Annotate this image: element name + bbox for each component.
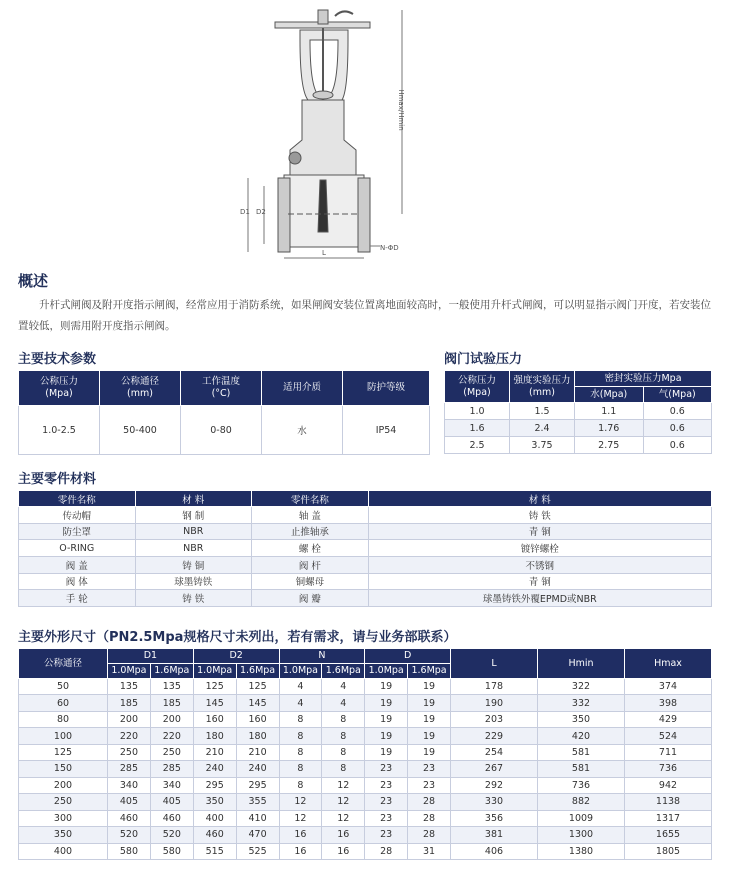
cell: 1009 xyxy=(538,810,625,826)
th-pressure: 公称压力 (Mpa) xyxy=(19,371,100,406)
cell: 240 xyxy=(193,761,236,777)
table-row xyxy=(445,437,712,454)
cell: 1.1 xyxy=(575,403,644,420)
cell: 手 轮 xyxy=(19,590,136,607)
cell: 1380 xyxy=(538,843,625,859)
cell: 钢 制 xyxy=(135,507,252,524)
cell: 125 xyxy=(193,679,236,695)
table-row xyxy=(19,523,712,540)
cell: 23 xyxy=(365,810,408,826)
cell: 460 xyxy=(150,810,193,826)
cell: 203 xyxy=(451,711,538,727)
table-row xyxy=(19,843,712,859)
cell: 28 xyxy=(365,843,408,859)
cell: 16 xyxy=(322,843,365,859)
cell: 520 xyxy=(108,827,151,843)
cell: 581 xyxy=(538,761,625,777)
cell: D xyxy=(365,649,451,664)
cell: 125 xyxy=(19,744,108,760)
cell: 铸 铜 xyxy=(135,556,252,573)
cell: 1.6Mpa xyxy=(408,664,451,679)
cell: 405 xyxy=(108,794,151,810)
cell: 1317 xyxy=(625,810,712,826)
table-row xyxy=(445,420,712,437)
table-row xyxy=(19,406,430,455)
test-pressure-title: 阀门试验压力 xyxy=(444,352,523,367)
table-row xyxy=(19,507,712,524)
cell: 580 xyxy=(108,843,151,859)
cell: 12 xyxy=(279,794,322,810)
cell: NBR xyxy=(135,540,252,557)
cell: 711 xyxy=(625,744,712,760)
cell: 135 xyxy=(150,679,193,695)
cell: 23 xyxy=(365,794,408,810)
cell: 524 xyxy=(625,728,712,744)
cell: 止推轴承 xyxy=(252,523,369,540)
cell: 220 xyxy=(108,728,151,744)
cell: 4 xyxy=(322,695,365,711)
cell: 23 xyxy=(365,761,408,777)
overview-title: 概述 xyxy=(18,272,49,290)
cell: 球墨铸铁 xyxy=(135,573,252,590)
cell: 400 xyxy=(193,810,236,826)
cell: 12 xyxy=(322,810,365,826)
cell: 1.6Mpa xyxy=(150,664,193,679)
cell: 3.75 xyxy=(510,437,575,454)
cell: 轴 盖 xyxy=(252,507,369,524)
cell: 220 xyxy=(150,728,193,744)
cell: 19 xyxy=(365,728,408,744)
table-row xyxy=(19,827,712,843)
cell: 材 料 xyxy=(135,491,252,507)
cell: 12 xyxy=(279,810,322,826)
cell: 球墨铸铁外覆EPMD或NBR xyxy=(368,590,711,607)
cell: 1.0Mpa xyxy=(193,664,236,679)
valve-drawing xyxy=(230,0,430,262)
cell: 1655 xyxy=(625,827,712,843)
cell: 180 xyxy=(236,728,279,744)
cell: 28 xyxy=(408,827,451,843)
cell: D1 xyxy=(108,649,194,664)
cell: 381 xyxy=(451,827,538,843)
cell: 1.0 xyxy=(445,403,510,420)
cell: 1.6Mpa xyxy=(236,664,279,679)
th-gas: 气(Mpa) xyxy=(643,387,712,403)
cell: 267 xyxy=(451,761,538,777)
hmax-label: Hmax/Hmin xyxy=(397,89,405,131)
cell: 19 xyxy=(365,744,408,760)
cell: O-RING xyxy=(19,540,136,557)
cell: 1.6Mpa xyxy=(322,664,365,679)
th-temp: 工作温度 (°C) xyxy=(181,371,262,406)
cell: 160 xyxy=(193,711,236,727)
tech-params-title: 主要技术参数 xyxy=(18,352,97,367)
cell: 340 xyxy=(150,777,193,793)
cell: 322 xyxy=(538,679,625,695)
cell: 1.0Mpa xyxy=(365,664,408,679)
th-pressure: 公称压力 (Mpa) xyxy=(445,371,510,403)
cell: 4 xyxy=(322,679,365,695)
cell: 332 xyxy=(538,695,625,711)
materials-title: 主要零件材料 xyxy=(18,472,97,487)
cell: 2.75 xyxy=(575,437,644,454)
test-pressure-table xyxy=(444,370,712,454)
d2-label: D2 xyxy=(256,208,266,216)
cell: 160 xyxy=(236,711,279,727)
th-seal: 密封实验压力Mpa xyxy=(575,371,712,387)
table-row xyxy=(19,556,712,573)
table-row xyxy=(19,590,712,607)
cell: 0.6 xyxy=(643,420,712,437)
cell: 2.5 xyxy=(445,437,510,454)
cell: 200 xyxy=(150,711,193,727)
table-row xyxy=(19,810,712,826)
cell: 阀 瓣 xyxy=(252,590,369,607)
cell: 铸 铁 xyxy=(135,590,252,607)
cell: 356 xyxy=(451,810,538,826)
cell: 19 xyxy=(365,711,408,727)
cell: 1.0Mpa xyxy=(108,664,151,679)
cell: 250 xyxy=(150,744,193,760)
cell: 1300 xyxy=(538,827,625,843)
cell: 350 xyxy=(19,827,108,843)
table-row xyxy=(19,728,712,744)
cell: 200 xyxy=(19,777,108,793)
cell: 1.76 xyxy=(575,420,644,437)
cell: 229 xyxy=(451,728,538,744)
indicator-icon xyxy=(289,152,301,164)
cell: NBR xyxy=(135,523,252,540)
materials-table xyxy=(18,490,712,607)
cell: 285 xyxy=(150,761,193,777)
cell: 19 xyxy=(408,711,451,727)
cell: 295 xyxy=(193,777,236,793)
cell: 零件名称 xyxy=(252,491,369,507)
cell: 23 xyxy=(365,827,408,843)
cell: 240 xyxy=(236,761,279,777)
cell: 882 xyxy=(538,794,625,810)
cell: 406 xyxy=(451,843,538,859)
cell: 150 xyxy=(19,761,108,777)
l-label: L xyxy=(322,249,326,257)
cell: 942 xyxy=(625,777,712,793)
cell: 铜螺母 xyxy=(252,573,369,590)
cell: 1.5 xyxy=(510,403,575,420)
cell: 355 xyxy=(236,794,279,810)
cell: 185 xyxy=(150,695,193,711)
cell: 12 xyxy=(322,777,365,793)
cell: 8 xyxy=(279,711,322,727)
cell: 阀 体 xyxy=(19,573,136,590)
d1-label: D1 xyxy=(240,208,250,216)
cell: 515 xyxy=(193,843,236,859)
cell: 8 xyxy=(279,744,322,760)
cell: 250 xyxy=(108,744,151,760)
cell: 460 xyxy=(108,810,151,826)
cell: 185 xyxy=(108,695,151,711)
cell: 410 xyxy=(236,810,279,826)
cell: 8 xyxy=(279,761,322,777)
cell: 19 xyxy=(408,744,451,760)
table-row xyxy=(19,540,712,557)
cell: 16 xyxy=(279,827,322,843)
cell: 23 xyxy=(365,777,408,793)
cell: 0-80 xyxy=(181,406,262,455)
cell: 340 xyxy=(108,777,151,793)
cell: 285 xyxy=(108,761,151,777)
cell: 300 xyxy=(19,810,108,826)
cell: 135 xyxy=(108,679,151,695)
cell: 400 xyxy=(19,843,108,859)
cell: 19 xyxy=(365,695,408,711)
cell: 581 xyxy=(538,744,625,760)
cell: 8 xyxy=(279,777,322,793)
cell: 178 xyxy=(451,679,538,695)
cell: 19 xyxy=(408,695,451,711)
cell: 200 xyxy=(108,711,151,727)
cell: 350 xyxy=(538,711,625,727)
cell: 460 xyxy=(193,827,236,843)
cell: 250 xyxy=(19,794,108,810)
cell: 125 xyxy=(236,679,279,695)
table-row xyxy=(19,695,712,711)
bonnet xyxy=(290,100,356,178)
cell: 736 xyxy=(625,761,712,777)
overview-text: 升杆式闸阀及附开度指示闸阀，经常应用于消防系统，如果闸阀安装位置离地面较高时，一般使用升杆式闸阀，可以明显指示阀门开度，若安装位置较低，则需用附开度指示闸阀。 xyxy=(18,299,711,332)
cell: 不锈钢 xyxy=(368,556,711,573)
cell: 295 xyxy=(236,777,279,793)
cell: 8 xyxy=(322,761,365,777)
cell: Hmin xyxy=(538,649,625,679)
cell: 350 xyxy=(193,794,236,810)
cell: 8 xyxy=(322,711,365,727)
cell: 4 xyxy=(279,679,322,695)
cell: 210 xyxy=(193,744,236,760)
table-row xyxy=(19,711,712,727)
cell: 1.0-2.5 xyxy=(19,406,100,455)
cell: 0.6 xyxy=(643,437,712,454)
cell: 公称通径 xyxy=(19,649,108,679)
cell: 190 xyxy=(451,695,538,711)
flange-right xyxy=(358,178,370,252)
tech-params-table xyxy=(18,370,430,455)
cell: 传动帽 xyxy=(19,507,136,524)
cell: 330 xyxy=(451,794,538,810)
gate-wedge xyxy=(318,180,328,232)
table-row xyxy=(19,679,712,695)
cell: 2.4 xyxy=(510,420,575,437)
cell: 23 xyxy=(408,761,451,777)
table-row xyxy=(19,744,712,760)
cell: 580 xyxy=(150,843,193,859)
cell: 28 xyxy=(408,810,451,826)
table-row xyxy=(19,761,712,777)
cell: 292 xyxy=(451,777,538,793)
cell: 19 xyxy=(408,728,451,744)
cell: 470 xyxy=(236,827,279,843)
table-row xyxy=(19,794,712,810)
th-strength: 强度实验压力 (mm) xyxy=(510,371,575,403)
cell: 青 铜 xyxy=(368,523,711,540)
cell: 429 xyxy=(625,711,712,727)
cell: IP54 xyxy=(343,406,430,455)
cell: 520 xyxy=(150,827,193,843)
cell: 180 xyxy=(193,728,236,744)
th-protection: 防护等级 xyxy=(343,371,430,406)
cell: 145 xyxy=(236,695,279,711)
cell: 736 xyxy=(538,777,625,793)
cell: 210 xyxy=(236,744,279,760)
cell: 525 xyxy=(236,843,279,859)
cell: D2 xyxy=(193,649,279,664)
cell: 1138 xyxy=(625,794,712,810)
cell: 0.6 xyxy=(643,403,712,420)
cell: 405 xyxy=(150,794,193,810)
cell: 254 xyxy=(451,744,538,760)
cell: 12 xyxy=(322,794,365,810)
cell: 16 xyxy=(322,827,365,843)
cell: 阀 盖 xyxy=(19,556,136,573)
th-diameter: 公称通径 (mm) xyxy=(100,371,181,406)
cell: 8 xyxy=(322,728,365,744)
cell: 374 xyxy=(625,679,712,695)
cell: 螺 栓 xyxy=(252,540,369,557)
cell: 8 xyxy=(322,744,365,760)
cell: 19 xyxy=(408,679,451,695)
cell: 145 xyxy=(193,695,236,711)
table-row xyxy=(19,777,712,793)
cell: 31 xyxy=(408,843,451,859)
cell: 阀 杆 xyxy=(252,556,369,573)
cell: 420 xyxy=(538,728,625,744)
cell: 80 xyxy=(19,711,108,727)
th-medium: 适用介质 xyxy=(262,371,343,406)
cell: 材 料 xyxy=(368,491,711,507)
cell: 防尘罩 xyxy=(19,523,136,540)
cell: 50-400 xyxy=(100,406,181,455)
cell: Hmax xyxy=(625,649,712,679)
cell: 60 xyxy=(19,695,108,711)
cell: 零件名称 xyxy=(19,491,136,507)
cell: 16 xyxy=(279,843,322,859)
cell: 1805 xyxy=(625,843,712,859)
cell: 镀锌螺栓 xyxy=(368,540,711,557)
cell: L xyxy=(451,649,538,679)
nd-label: N-ΦD xyxy=(380,244,399,252)
dimensions-body xyxy=(19,679,712,860)
cell: 398 xyxy=(625,695,712,711)
dimensions-title: 主要外形尺寸（PN2.5Mpa规格尺寸未列出，若有需求，请与业务部联系） xyxy=(18,630,457,645)
cell: 50 xyxy=(19,679,108,695)
cell: 4 xyxy=(279,695,322,711)
table-row xyxy=(19,573,712,590)
cell: 28 xyxy=(408,794,451,810)
cell: 铸 铁 xyxy=(368,507,711,524)
cell: 水 xyxy=(262,406,343,455)
table-row xyxy=(445,403,712,420)
cell: 23 xyxy=(408,777,451,793)
cell: 1.6 xyxy=(445,420,510,437)
dimensions-table xyxy=(18,648,712,860)
cell: 青 铜 xyxy=(368,573,711,590)
cell: 8 xyxy=(279,728,322,744)
cell: N xyxy=(279,649,365,664)
cell: 19 xyxy=(365,679,408,695)
th-water: 水(Mpa) xyxy=(575,387,644,403)
flange-left xyxy=(278,178,290,252)
cell: 100 xyxy=(19,728,108,744)
cell: 1.0Mpa xyxy=(279,664,322,679)
